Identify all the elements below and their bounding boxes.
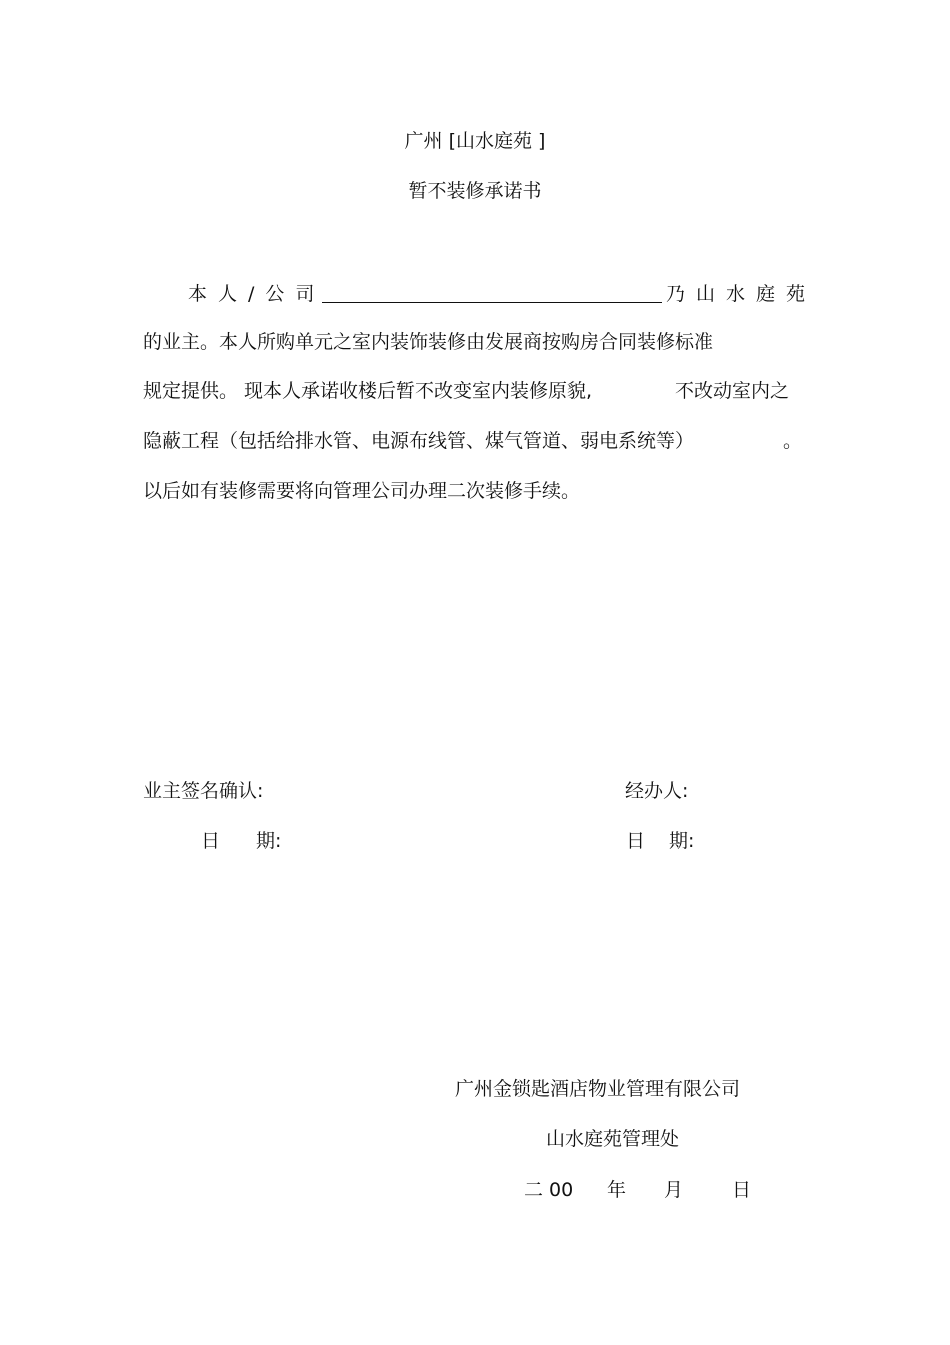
owner-suffix: 乃山水庭苑 xyxy=(666,283,817,305)
paragraph-line-end: 不改动室内之 xyxy=(675,380,790,402)
owner-signature-label: 业主签名确认: xyxy=(143,780,264,802)
issue-date-day: 日 xyxy=(732,1179,752,1201)
handler-signature-label: 经办人: xyxy=(625,780,689,802)
paragraph-line: 规定提供。 现本人承诺收楼后暂不改变室内装修原貌, xyxy=(143,380,593,402)
paragraph-line: 以后如有装修需要将向管理公司办理二次装修手续。 xyxy=(143,480,581,502)
handler-date-label-b: 期: xyxy=(669,830,695,852)
owner-label: 本人/公司 xyxy=(188,283,326,305)
owner-name-blank xyxy=(322,302,662,303)
document-title-line2: 暂不装修承诺书 xyxy=(408,180,542,202)
issuer-office: 山水庭苑管理处 xyxy=(546,1128,680,1150)
paragraph-line-end: 。 xyxy=(783,430,803,452)
handler-date-label-a: 日 xyxy=(626,830,646,852)
issue-date-year: 年 xyxy=(607,1179,627,1201)
issue-date-month: 月 xyxy=(664,1179,684,1201)
issue-date-prefix: 二 00 xyxy=(524,1179,574,1201)
owner-date-label-b: 期: xyxy=(256,830,282,852)
paragraph-line: 隐蔽工程（包括给排水管、电源布线管、煤气管道、弱电系统等） xyxy=(143,430,695,452)
issuer-company: 广州金锁匙酒店物业管理有限公司 xyxy=(455,1078,741,1100)
owner-date-label-a: 日 xyxy=(201,830,221,852)
document-title-line1: 广州 [山水庭苑 ] xyxy=(404,130,546,152)
paragraph-line: 的业主。本人所购单元之室内装饰装修由发展商按购房合同装修标准 xyxy=(143,331,714,353)
